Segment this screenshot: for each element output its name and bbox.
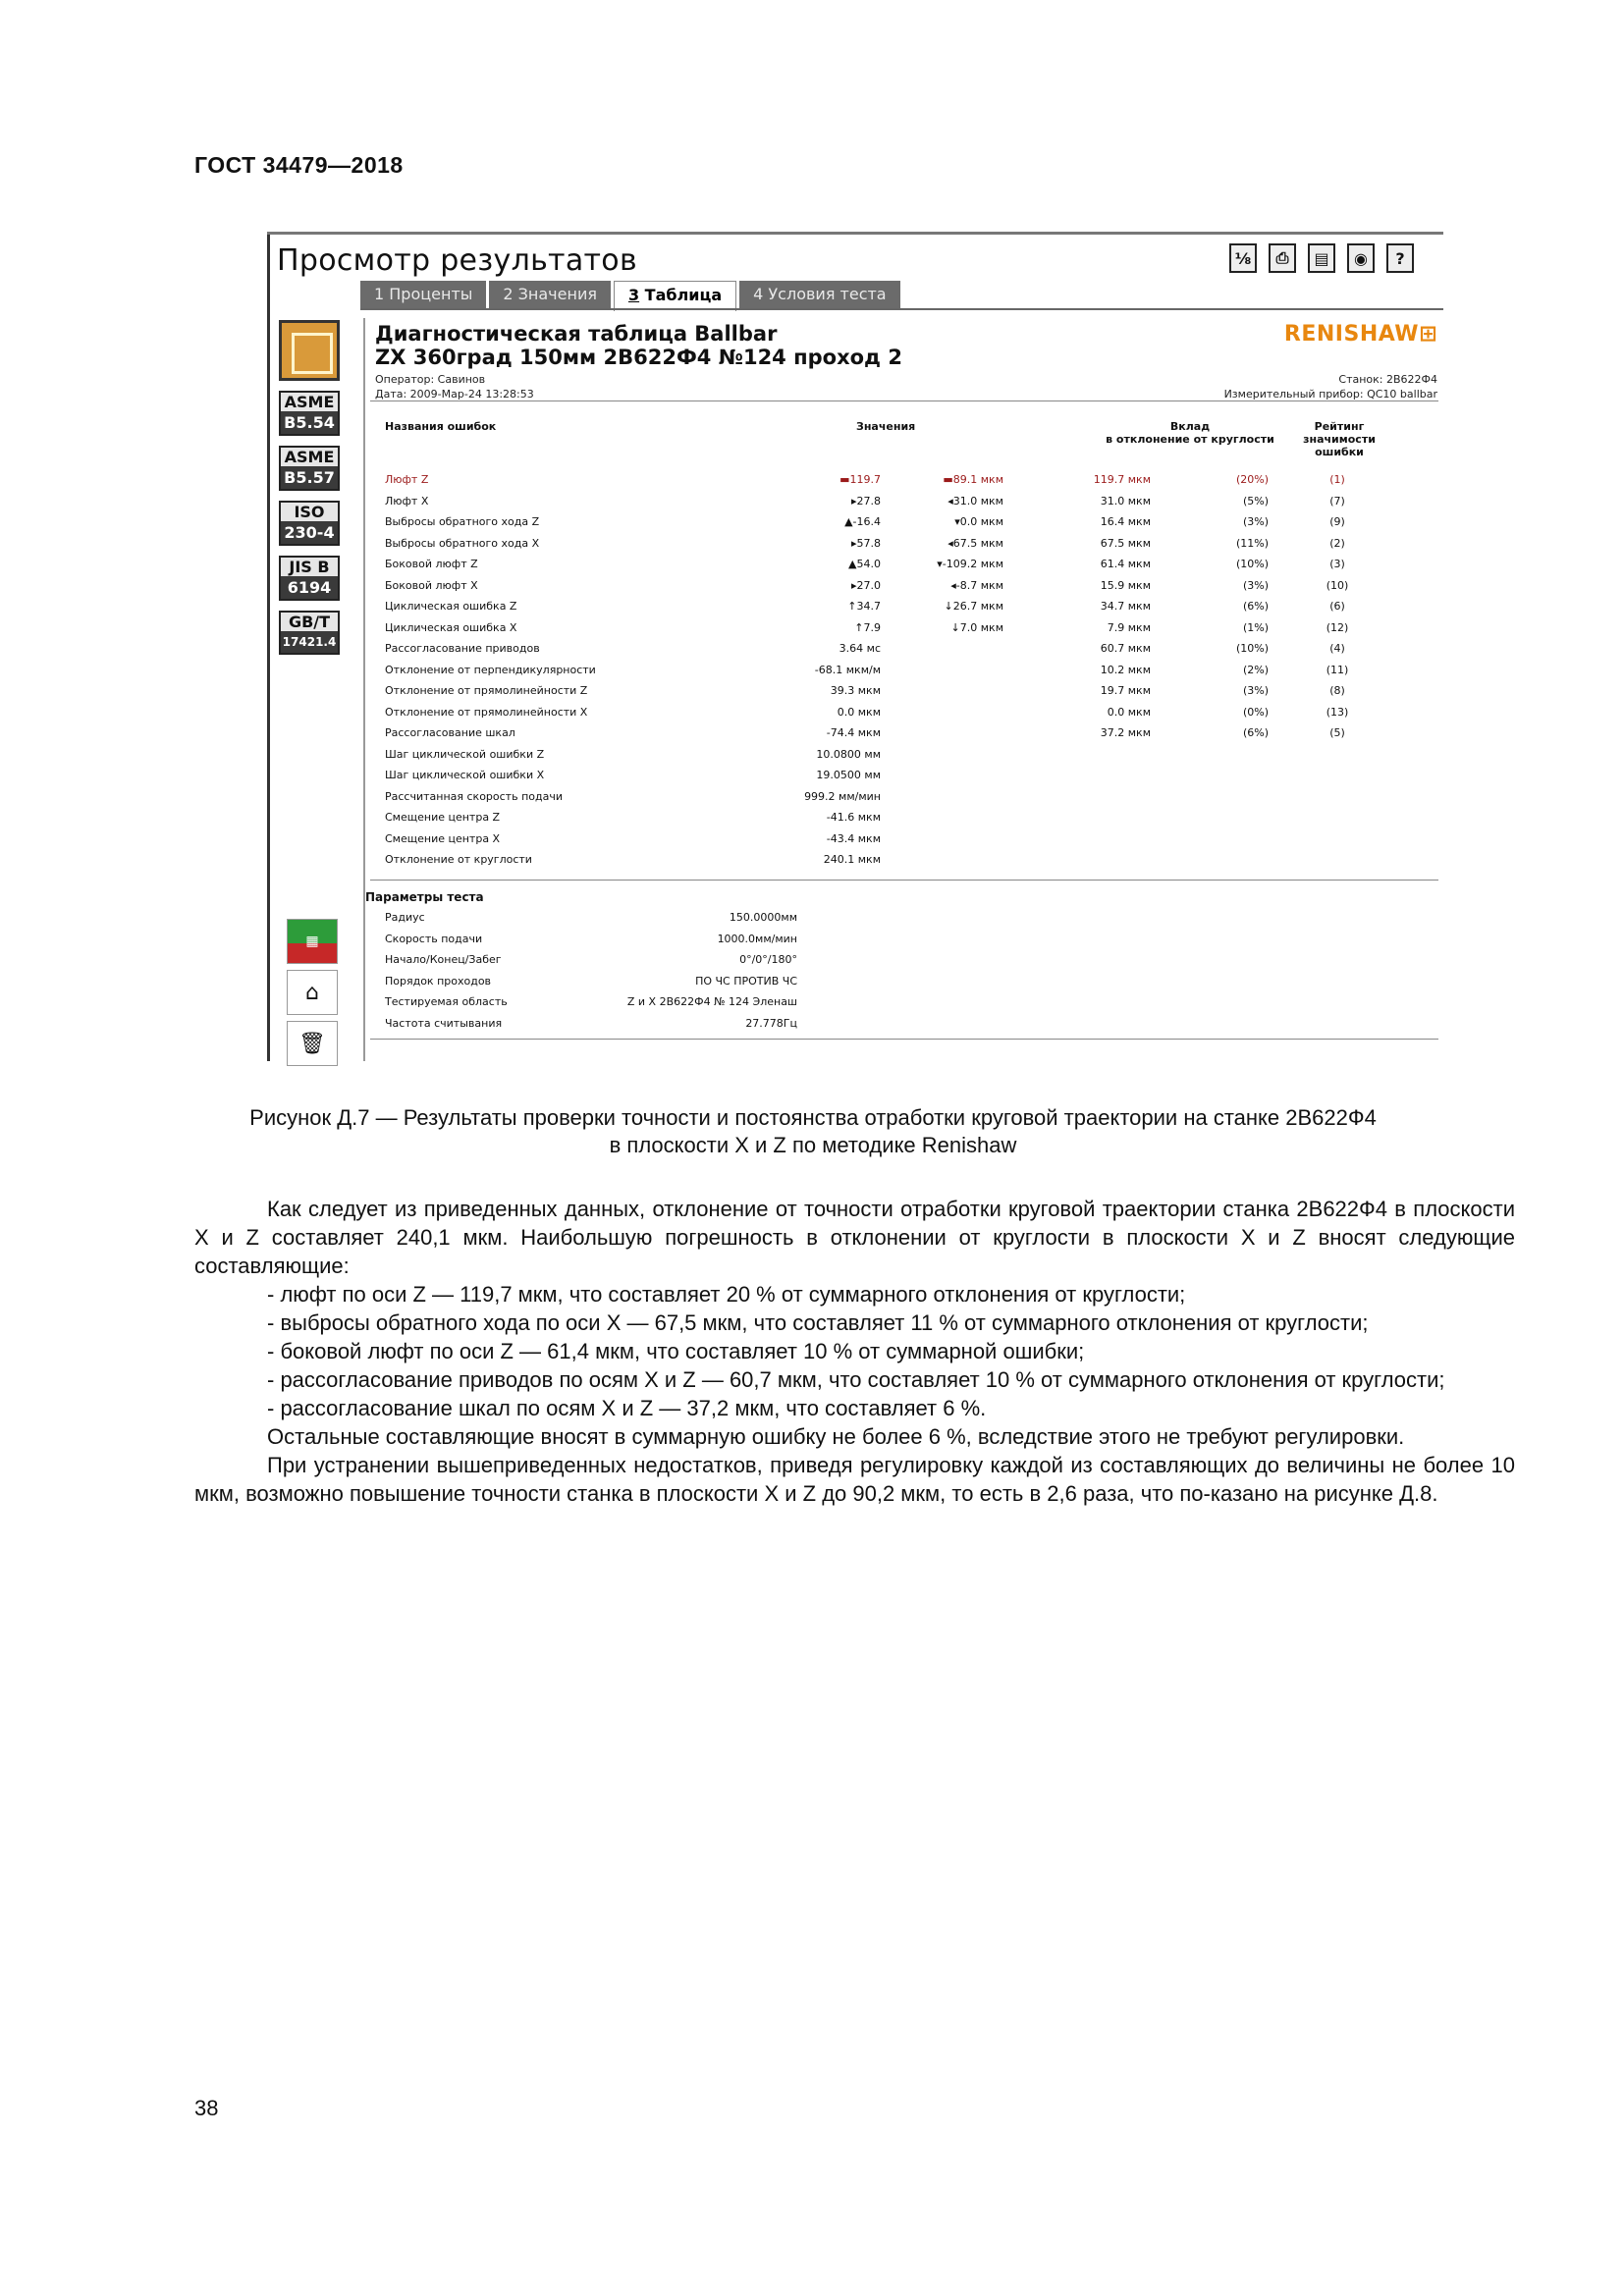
cell-rank: (5) <box>1329 726 1345 739</box>
table-row <box>267 558 1443 577</box>
cell-v3: 19.7 мкм <box>1100 684 1151 697</box>
param-value: 27.778Гц <box>745 1016 797 1030</box>
table-row <box>267 853 1443 873</box>
param-name: Начало/Конец/Забег <box>385 953 502 966</box>
cell-v1: ▸27.0 <box>850 578 881 592</box>
cell-rank: (12) <box>1326 620 1349 634</box>
page-number: 38 <box>194 2096 219 2120</box>
cell-name: Рассогласование приводов <box>385 642 540 655</box>
cell-pct: (11%) <box>1235 536 1269 550</box>
cell-v1: 3.64 мс <box>839 642 881 655</box>
table-row <box>267 748 1443 768</box>
cell-pct: (1%) <box>1242 620 1269 634</box>
cell-pct: (10%) <box>1235 642 1269 655</box>
cell-rank: (7) <box>1329 494 1345 507</box>
cell-name: Выбросы обратного хода X <box>385 536 540 550</box>
cell-rank: (4) <box>1329 642 1345 655</box>
cell-v1: 240.1 мкм <box>823 853 881 866</box>
tab-values[interactable]: 2 Значения <box>489 281 611 308</box>
cell-name: Выбросы обратного хода Z <box>385 515 540 528</box>
ruler-icon[interactable]: ⅛ <box>1229 243 1257 273</box>
cell-v1: -43.4 мкм <box>826 831 881 845</box>
cell-pct: (3%) <box>1242 684 1269 697</box>
cell-rank: (2) <box>1329 536 1345 550</box>
cell-name: Боковой люфт Z <box>385 558 478 570</box>
cell-v3: 10.2 мкм <box>1100 663 1151 676</box>
cell-v1: ↑7.9 <box>854 620 881 634</box>
cell-pct: (10%) <box>1235 558 1269 570</box>
col-header-rank <box>1300 420 1379 458</box>
cell-name: Циклическая ошибка Z <box>385 600 517 613</box>
brand-mark-icon: ⊞ <box>1419 322 1437 347</box>
clipboard-icon[interactable]: ▤ <box>1308 243 1335 273</box>
cell-v3: 31.0 мкм <box>1100 494 1151 507</box>
cell-v1: 10.0800 мм <box>816 747 881 761</box>
cell-v1: 39.3 мкм <box>830 684 881 697</box>
cell-v3: 7.9 мкм <box>1107 620 1151 634</box>
std-name: JIS B <box>281 558 338 576</box>
cell-v1: -68.1 мкм/м <box>814 663 881 676</box>
cell-pct: (2%) <box>1242 663 1269 676</box>
cell-rank: (13) <box>1326 705 1349 719</box>
cell-v1: -41.6 мкм <box>826 811 881 824</box>
list-item: - люфт по оси Z — 119,7 мкм, что составляет 20 % от суммарного отклонения от круглости; <box>267 1282 1186 1307</box>
caption-line2: в плоскости X и Z по методике Renishaw <box>609 1133 1017 1157</box>
cell-v1: ▬119.7 <box>839 473 881 486</box>
table-row <box>267 621 1443 641</box>
cell-v3: 119.7 мкм <box>1093 473 1151 486</box>
brand-text: RENISHAW <box>1283 322 1420 347</box>
cell-v1: ▸27.8 <box>850 494 881 507</box>
col-header-contribution-1: Вклад <box>1169 420 1211 433</box>
renishaw-logo <box>1284 322 1437 347</box>
param-value: 150.0000мм <box>729 911 797 924</box>
table-row <box>267 473 1443 493</box>
table-row <box>267 769 1443 788</box>
toolbar <box>1229 243 1414 273</box>
cell-v2: ◂67.5 мкм <box>947 536 1003 550</box>
table-row <box>267 537 1443 557</box>
app-title: Просмотр результатов <box>277 243 637 278</box>
cell-name: Отклонение от перпендикулярности <box>385 663 596 676</box>
param-value: 0°/0°/180° <box>739 953 797 966</box>
list-item: - выбросы обратного хода по оси X — 67,5 мкм, что составляет 11 % от суммарного отклонения от круглости; <box>267 1310 1369 1335</box>
cell-v3: 16.4 мкм <box>1100 515 1151 528</box>
header-rule <box>370 400 1438 401</box>
col-header-rank-2: значимости <box>1303 433 1376 446</box>
param-row <box>267 911 1053 931</box>
tab-percent[interactable]: 1 Проценты <box>360 281 486 308</box>
cell-rank: (10) <box>1326 578 1349 592</box>
cell-v1: ▲54.0 <box>848 558 881 570</box>
cell-pct: (20%) <box>1235 473 1269 486</box>
paragraph: При устранении вышеприведенных недостатков, приведя регулировку каждой из составляющих до величины не более 10 мкм, возможно повышение точности станка в плоскости X и Z до 90,2 мкм, то есть в 2,6 раза, что по-казано на рисунке Д.8. <box>194 1453 1515 1506</box>
col-header-rank-1: Рейтинг <box>1314 420 1365 433</box>
cell-name: Отклонение от прямолинейности X <box>385 705 588 719</box>
table-row <box>267 495 1443 514</box>
cell-v2: ◂-8.7 мкм <box>950 578 1003 592</box>
figure-caption <box>194 1104 1432 1159</box>
cell-pct: (5%) <box>1242 494 1269 507</box>
param-name: Частота считывания <box>385 1016 503 1030</box>
cell-pct: (6%) <box>1242 600 1269 613</box>
cell-name: Рассогласование шкал <box>385 726 515 739</box>
home-icon[interactable]: ⌂ <box>287 970 338 1015</box>
cell-name: Шаг циклической ошибки X <box>385 769 545 781</box>
cell-v2: ↓26.7 мкм <box>944 600 1003 613</box>
diagnostic-title-line2: ZX 360град 150мм 2В622Ф4 №124 проход 2 <box>375 346 902 369</box>
flag-icon[interactable]: ▦ <box>287 919 338 964</box>
cell-v1: ▸57.8 <box>850 536 881 550</box>
col-header-values: Значения <box>856 420 916 433</box>
paragraph: Остальные составляющие вносят в суммарную ошибку не более 6 %, вследствие этого не требуют регулировки. <box>267 1424 1405 1449</box>
table-row <box>267 684 1443 704</box>
std-code: 6194 <box>281 576 338 599</box>
cell-v3: 60.7 мкм <box>1100 642 1151 655</box>
std-name: GB/T <box>281 613 338 631</box>
cell-pct: (3%) <box>1242 578 1269 592</box>
cell-name: Отклонение от прямолинейности Z <box>385 684 588 697</box>
diagnostic-title-line1: Диагностическая таблица Ballbar <box>375 322 778 346</box>
cell-v2: ▾-109.2 мкм <box>937 558 1003 570</box>
cell-rank: (9) <box>1329 515 1345 528</box>
cell-v2: ▾0.0 мкм <box>954 515 1003 528</box>
table-row <box>267 664 1443 683</box>
body-text <box>194 1195 1515 1508</box>
machine-info <box>1224 372 1437 401</box>
col-header-rank-3: ошибки <box>1315 446 1364 458</box>
table-row <box>267 579 1443 599</box>
document-header: ГОСТ 34479—2018 <box>194 152 404 178</box>
cell-v3: 61.4 мкм <box>1100 558 1151 570</box>
cell-name: Рассчитанная скорость подачи <box>385 789 563 803</box>
table-row <box>267 706 1443 725</box>
std-name: ISO <box>281 503 338 521</box>
bottom-rule <box>370 1039 1438 1040</box>
std-name: ASME <box>281 393 338 411</box>
cell-rank: (6) <box>1329 600 1345 613</box>
table-row <box>267 832 1443 852</box>
params-rule <box>370 880 1438 881</box>
frame-top <box>267 232 1443 235</box>
param-row <box>267 975 1053 994</box>
diagnostic-title <box>375 322 902 369</box>
cell-name: Циклическая ошибка X <box>385 620 517 634</box>
diagnostic-meta <box>375 372 534 401</box>
cell-v1: -74.4 мкм <box>826 726 881 739</box>
cell-rank: (1) <box>1329 473 1345 486</box>
tab-table-number: 3 <box>627 286 640 304</box>
col-header-names: Названия ошибок <box>385 420 497 433</box>
cell-v2: ▬89.1 мкм <box>943 473 1003 486</box>
cell-rank: (8) <box>1329 684 1345 697</box>
cell-pct: (6%) <box>1242 726 1269 739</box>
cell-pct: (0%) <box>1242 705 1269 719</box>
tab-table[interactable] <box>614 281 736 311</box>
cell-name: Люфт Z <box>385 473 429 486</box>
list-item: - боковой люфт по оси Z — 61,4 мкм, что составляет 10 % от суммарной ошибки; <box>267 1339 1085 1363</box>
param-name: Порядок проходов <box>385 974 492 988</box>
param-value: ПО ЧС ПРОТИВ ЧС <box>695 974 797 988</box>
cell-v3: 37.2 мкм <box>1100 726 1151 739</box>
param-value: Z и X 2В622Ф4 № 124 Эленаш <box>626 995 797 1008</box>
operator: Оператор: Савинов <box>375 373 486 386</box>
cell-v2: ↓7.0 мкм <box>950 620 1003 634</box>
instrument: Измерительный прибор: QC10 ballbar <box>1223 388 1437 400</box>
cell-v1: ↑34.7 <box>847 600 881 613</box>
ballbar-logo-icon[interactable] <box>279 320 340 381</box>
cell-v1: ▲-16.4 <box>844 515 881 528</box>
cell-v3: 15.9 мкм <box>1100 578 1151 592</box>
params-title: Параметры теста <box>365 890 484 904</box>
std-code: 17421.4 <box>281 631 338 653</box>
cell-v2: ◂31.0 мкм <box>947 494 1003 507</box>
table-row <box>267 600 1443 619</box>
cell-v3: 67.5 мкм <box>1100 536 1151 550</box>
list-item: - рассогласование приводов по осям X и Z — 60,7 мкм, что составляет 10 % от суммарного отклонения от круглости; <box>267 1367 1445 1392</box>
col-header-contribution <box>1097 420 1283 446</box>
param-row <box>267 933 1053 952</box>
tab-underline <box>360 308 1443 310</box>
paragraph: Как следует из приведенных данных, отклонение от точности отработки круговой траектории станка 2В622Ф4 в плоскости X и Z составляет 240,1 мкм. Наибольшую погрешность в отклонении от круглости в плоскости X и Z вносят следующие составляющие: <box>194 1197 1515 1278</box>
cell-v1: 19.0500 мм <box>816 769 881 781</box>
param-name: Радиус <box>385 911 425 924</box>
cell-pct: (3%) <box>1242 515 1269 528</box>
cell-v1: 0.0 мкм <box>837 705 881 719</box>
cell-name: Смещение центра Z <box>385 811 501 824</box>
table-row <box>267 726 1443 746</box>
cell-rank: (11) <box>1326 663 1349 676</box>
table-row <box>267 642 1443 662</box>
param-name: Скорость подачи <box>385 932 483 945</box>
printer-icon[interactable]: ⎙ <box>1269 243 1296 273</box>
cell-v3: 34.7 мкм <box>1100 600 1151 613</box>
std-code: 230-4 <box>281 521 338 544</box>
tab-table-label: Таблица <box>639 286 723 304</box>
standard-asme-b554[interactable] <box>279 391 340 436</box>
machine: Станок: 2В622Ф4 <box>1338 373 1437 386</box>
cell-name: Смещение центра X <box>385 831 501 845</box>
date: Дата: 2009-Мар-24 13:28:53 <box>375 388 534 400</box>
cell-name: Шаг циклической ошибки Z <box>385 747 545 761</box>
std-code: B5.54 <box>281 411 338 434</box>
table-row <box>267 790 1443 810</box>
cell-rank: (3) <box>1329 558 1345 570</box>
std-code: B5.57 <box>281 466 338 489</box>
cell-v3: 0.0 мкм <box>1107 705 1151 719</box>
tab-bar <box>360 281 900 311</box>
cell-v1: 999.2 мм/мин <box>804 789 881 803</box>
param-row <box>267 995 1053 1015</box>
cell-name: Люфт X <box>385 494 429 507</box>
trash-icon[interactable]: 🗑 <box>287 1021 338 1066</box>
std-name: ASME <box>281 448 338 466</box>
globe-icon[interactable]: ◉ <box>1347 243 1375 273</box>
param-row <box>267 953 1053 973</box>
table-row <box>267 811 1443 830</box>
results-screenshot <box>267 232 1443 1061</box>
cell-name: Отклонение от круглости <box>385 853 532 866</box>
param-row <box>267 1017 1053 1037</box>
tab-test-conditions[interactable]: 4 Условия теста <box>739 281 899 308</box>
table-row <box>267 515 1443 535</box>
param-value: 1000.0мм/мин <box>717 932 797 945</box>
param-name: Тестируемая область <box>385 995 508 1008</box>
col-header-contribution-2: в отклонение от круглости <box>1106 433 1274 446</box>
caption-line1: Рисунок Д.7 — Результаты проверки точности и постоянства отработки круговой траектории на станке 2В622Ф4 <box>249 1105 1377 1130</box>
cell-name: Боковой люфт X <box>385 578 478 592</box>
list-item: - рассогласование шкал по осям X и Z — 37,2 мкм, что составляет 6 %. <box>267 1396 987 1420</box>
help-icon[interactable]: ? <box>1386 243 1414 273</box>
